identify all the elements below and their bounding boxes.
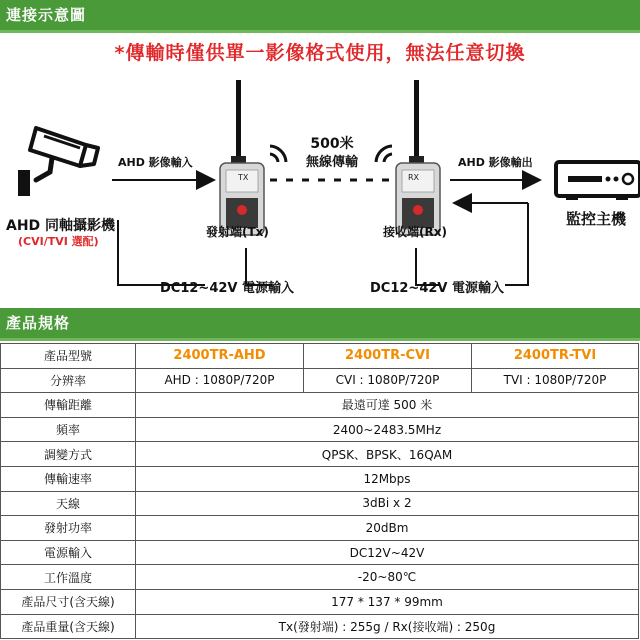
- rx-device-text: RX: [408, 173, 420, 182]
- model-name: 2400TR-TVI: [472, 344, 639, 369]
- row-value: DC12V~42V: [136, 540, 639, 565]
- section-title: 產品規格: [6, 314, 71, 332]
- table-row: [1, 589, 639, 614]
- table-row: [1, 565, 639, 590]
- model-name: 2400TR-CVI: [304, 344, 472, 369]
- camera-label: AHD 同軸攝影機: [6, 218, 116, 234]
- table-row: [1, 344, 639, 369]
- row-value: Tx(發射端) : 255g / Rx(接收端) : 250g: [136, 614, 639, 639]
- power-input-left: DC12~42V 電源輸入: [160, 281, 294, 296]
- rx-label: 接收端(Rx): [383, 225, 447, 239]
- row-value: QPSK、BPSK、16QAM: [136, 442, 639, 467]
- row-label: 調變方式: [1, 442, 136, 467]
- dvr-label: 監控主機: [566, 210, 627, 228]
- tx-device-icon: [220, 80, 264, 235]
- table-row: [1, 614, 639, 639]
- row-label: 分辨率: [1, 368, 136, 393]
- spec-table: [0, 343, 639, 639]
- row-value: 最遠可達 500 米: [136, 393, 639, 418]
- model-name: 2400TR-AHD: [136, 344, 304, 369]
- row-value: 2400~2483.5MHz: [136, 417, 639, 442]
- rx-device-icon: [396, 80, 440, 235]
- power-line-left: [118, 220, 205, 285]
- table-row: [1, 368, 639, 393]
- table-row: [1, 417, 639, 442]
- wireless-distance: 500米: [310, 136, 354, 152]
- wifi-icon-rx: [376, 146, 392, 162]
- table-row: [1, 393, 639, 418]
- table-row: [1, 516, 639, 541]
- section-title: 連接示意圖: [6, 6, 87, 24]
- cctv-camera-icon: [18, 128, 98, 196]
- table-row: [1, 466, 639, 491]
- video-input-label: AHD 影像輸入: [118, 156, 193, 169]
- divider: [0, 338, 640, 341]
- row-label: 工作溫度: [1, 565, 136, 590]
- tx-device-text: TX: [238, 173, 249, 182]
- camera-sub-label: (CVI/TVI 選配): [18, 235, 99, 248]
- table-row: [1, 442, 639, 467]
- connection-diagram: [0, 30, 640, 308]
- table-row: [1, 540, 639, 565]
- wifi-icon-tx: [270, 146, 286, 162]
- row-label: 產品尺寸(含天線): [1, 589, 136, 614]
- row-value: CVI : 1080P/720P: [304, 368, 472, 393]
- video-output-label: AHD 影像輸出: [458, 156, 533, 169]
- tx-label: 發射端(Tx): [206, 225, 269, 239]
- notice-text: *傳輸時僅供單一影像格式使用，無法任意切換: [114, 42, 526, 64]
- row-label: 發射功率: [1, 516, 136, 541]
- row-label: 天線: [1, 491, 136, 516]
- row-value: 20dBm: [136, 516, 639, 541]
- row-label: 傳輸速率: [1, 466, 136, 491]
- table-row: [1, 491, 639, 516]
- row-value: 12Mbps: [136, 466, 639, 491]
- section-header-connection: [0, 0, 640, 30]
- section-header-spec: [0, 308, 640, 338]
- row-value: -20~80℃: [136, 565, 639, 590]
- row-label: 產品型號: [1, 344, 136, 369]
- power-input-right: DC12~42V 電源輸入: [370, 281, 504, 296]
- row-value: TVI : 1080P/720P: [472, 368, 639, 393]
- power-line-right: [505, 203, 528, 285]
- row-label: 傳輸距離: [1, 393, 136, 418]
- row-value: AHD : 1080P/720P: [136, 368, 304, 393]
- row-label: 產品重量(含天線): [1, 614, 136, 639]
- row-label: 頻率: [1, 417, 136, 442]
- wireless-label: 無線傳輸: [305, 155, 358, 170]
- row-value: 3dBi x 2: [136, 491, 639, 516]
- row-value: 177 * 137 * 99mm: [136, 589, 639, 614]
- dvr-icon: [556, 162, 640, 200]
- row-label: 電源輸入: [1, 540, 136, 565]
